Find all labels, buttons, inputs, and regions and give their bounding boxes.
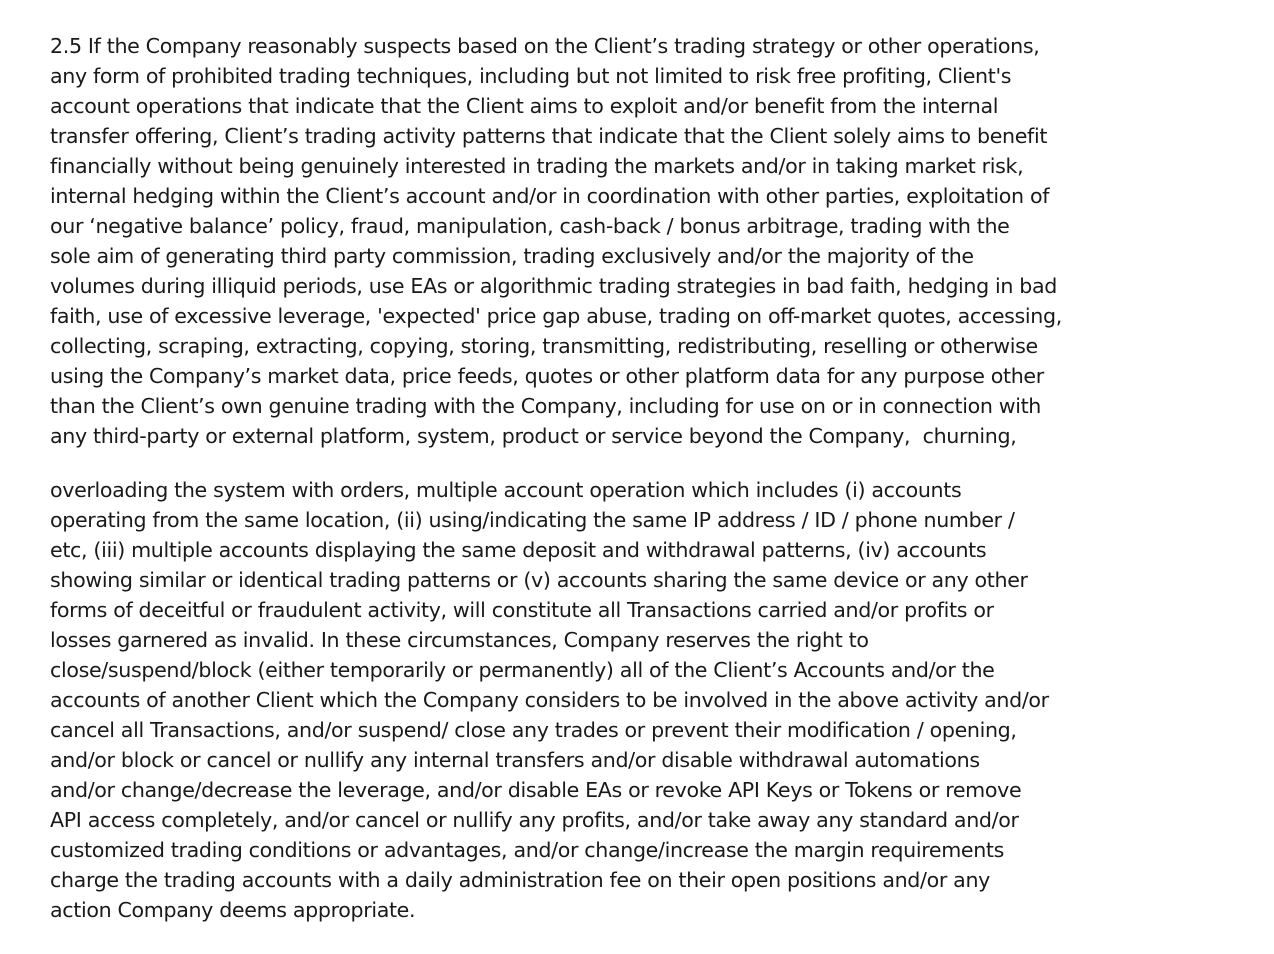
text-line: etc, (iii) multiple accounts displaying the same deposit and withdrawal patterns, (iv) accounts	[50, 538, 987, 562]
text-line: than the Client’s own genuine trading with the Company, including for use on or in connection with	[50, 394, 1042, 418]
paragraph-gap	[50, 451, 1250, 475]
text-line: financially without being genuinely interested in trading the markets and/or in taking market risk,	[50, 154, 1024, 178]
text-line: faith, use of excessive leverage, 'expected' price gap abuse, trading on off-market quotes, accessing,	[50, 304, 1062, 328]
text-line: internal hedging within the Client’s account and/or in coordination with other parties, exploitation of	[50, 184, 1050, 208]
text-line: transfer offering, Client’s trading activity patterns that indicate that the Client solely aims to benefit	[50, 124, 1048, 148]
text-line: and/or change/decrease the leverage, and/or disable EAs or revoke API Keys or Tokens or remove	[50, 778, 1022, 802]
text-line: and/or block or cancel or nullify any internal transfers and/or disable withdrawal automations	[50, 748, 980, 772]
text-line: forms of deceitful or fraudulent activity, will constitute all Transactions carried and/or profits or	[50, 598, 994, 622]
text-line: API access completely, and/or cancel or nullify any profits, and/or take away any standard and/or	[50, 808, 1019, 832]
text-line: account operations that indicate that the Client aims to exploit and/or benefit from the internal	[50, 94, 999, 118]
clause-part-2	[50, 475, 1250, 925]
text-line: showing similar or identical trading patterns or (v) accounts sharing the same device or any other	[50, 568, 1028, 592]
text-line: operating from the same location, (ii) using/indicating the same IP address / ID / phone number /	[50, 508, 1015, 532]
text-line: customized trading conditions or advantages, and/or change/increase the margin requirements	[50, 838, 1005, 862]
text-line: our ‘negative balance’ policy, fraud, manipulation, cash-back / bonus arbitrage, trading with the	[50, 214, 1010, 238]
text-line: cancel all Transactions, and/or suspend/ close any trades or prevent their modification / opening,	[50, 718, 1017, 742]
text-line: overloading the system with orders, multiple account operation which includes (i) accounts	[50, 478, 962, 502]
clause-part-1	[50, 31, 1250, 451]
text-line: close/suspend/block (either temporarily or permanently) all of the Client’s Accounts and/or the	[50, 658, 995, 682]
text-line: any third-party or external platform, system, product or service beyond the Company, churning,	[50, 424, 1017, 448]
text-line: using the Company’s market data, price feeds, quotes or other platform data for any purpose other	[50, 364, 1044, 388]
text-line: collecting, scraping, extracting, copying, storing, transmitting, redistributing, reselling or otherwise	[50, 334, 1038, 358]
text-line: action Company deems appropriate.	[50, 898, 416, 922]
text-line: losses garnered as invalid. In these circumstances, Company reserves the right to	[50, 628, 869, 652]
text-line: accounts of another Client which the Company considers to be involved in the above activity and/or	[50, 688, 1049, 712]
document-body	[50, 31, 1250, 925]
text-line: charge the trading accounts with a daily administration fee on their open positions and/or any	[50, 868, 990, 892]
text-line: any form of prohibited trading techniques, including but not limited to risk free profiting, Client's	[50, 64, 1012, 88]
text-line: volumes during illiquid periods, use EAs or algorithmic trading strategies in bad faith, hedging in bad	[50, 274, 1058, 298]
text-line: sole aim of generating third party commission, trading exclusively and/or the majority of the	[50, 244, 974, 268]
text-line: 2.5 If the Company reasonably suspects based on the Client’s trading strategy or other operations,	[50, 34, 1040, 58]
